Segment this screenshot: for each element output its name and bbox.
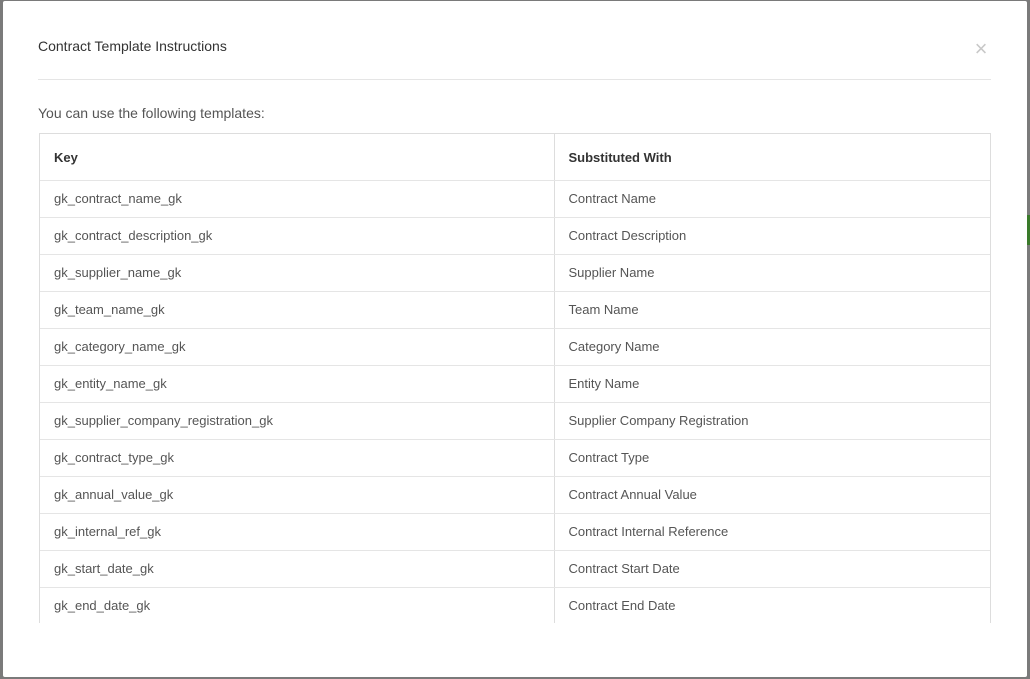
intro-text: You can use the following templates: [38, 105, 265, 121]
template-key: gk_entity_name_gk [40, 365, 554, 402]
templates-table-container [39, 133, 991, 623]
template-key: gk_supplier_name_gk [40, 254, 554, 291]
close-icon[interactable]: × [974, 36, 988, 61]
template-key: gk_team_name_gk [40, 291, 554, 328]
template-value: Contract Name [554, 180, 990, 217]
template-key: gk_start_date_gk [40, 550, 554, 587]
modal-title: Contract Template Instructions [38, 38, 227, 54]
column-header-substituted: Substituted With [554, 134, 990, 180]
template-key: gk_contract_name_gk [40, 180, 554, 217]
template-key: gk_category_name_gk [40, 328, 554, 365]
table-row [40, 217, 990, 254]
template-key: gk_contract_description_gk [40, 217, 554, 254]
template-instructions-modal [3, 1, 1027, 677]
table-row [40, 180, 990, 217]
templates-table-body [40, 180, 990, 623]
template-value: Contract Type [554, 439, 990, 476]
template-value: Contract Start Date [554, 550, 990, 587]
template-value: Entity Name [554, 365, 990, 402]
column-header-key: Key [40, 134, 554, 180]
template-value: Contract Annual Value [554, 476, 990, 513]
template-key: gk_contract_type_gk [40, 439, 554, 476]
modal-header [38, 1, 991, 80]
table-row [40, 587, 990, 623]
table-row [40, 365, 990, 402]
table-row [40, 550, 990, 587]
table-row [40, 513, 990, 550]
table-header-row [40, 134, 990, 180]
template-value: Supplier Company Registration [554, 402, 990, 439]
template-value: Team Name [554, 291, 990, 328]
table-row [40, 328, 990, 365]
templates-table [40, 134, 990, 623]
template-key: gk_end_date_gk [40, 587, 554, 623]
table-row [40, 402, 990, 439]
template-key: gk_internal_ref_gk [40, 513, 554, 550]
template-value: Contract End Date [554, 587, 990, 623]
template-key: gk_annual_value_gk [40, 476, 554, 513]
table-row [40, 291, 990, 328]
template-key: gk_supplier_company_registration_gk [40, 402, 554, 439]
table-row [40, 476, 990, 513]
template-value: Supplier Name [554, 254, 990, 291]
template-value: Category Name [554, 328, 990, 365]
template-value: Contract Internal Reference [554, 513, 990, 550]
template-value: Contract Description [554, 217, 990, 254]
table-row [40, 254, 990, 291]
table-row [40, 439, 990, 476]
